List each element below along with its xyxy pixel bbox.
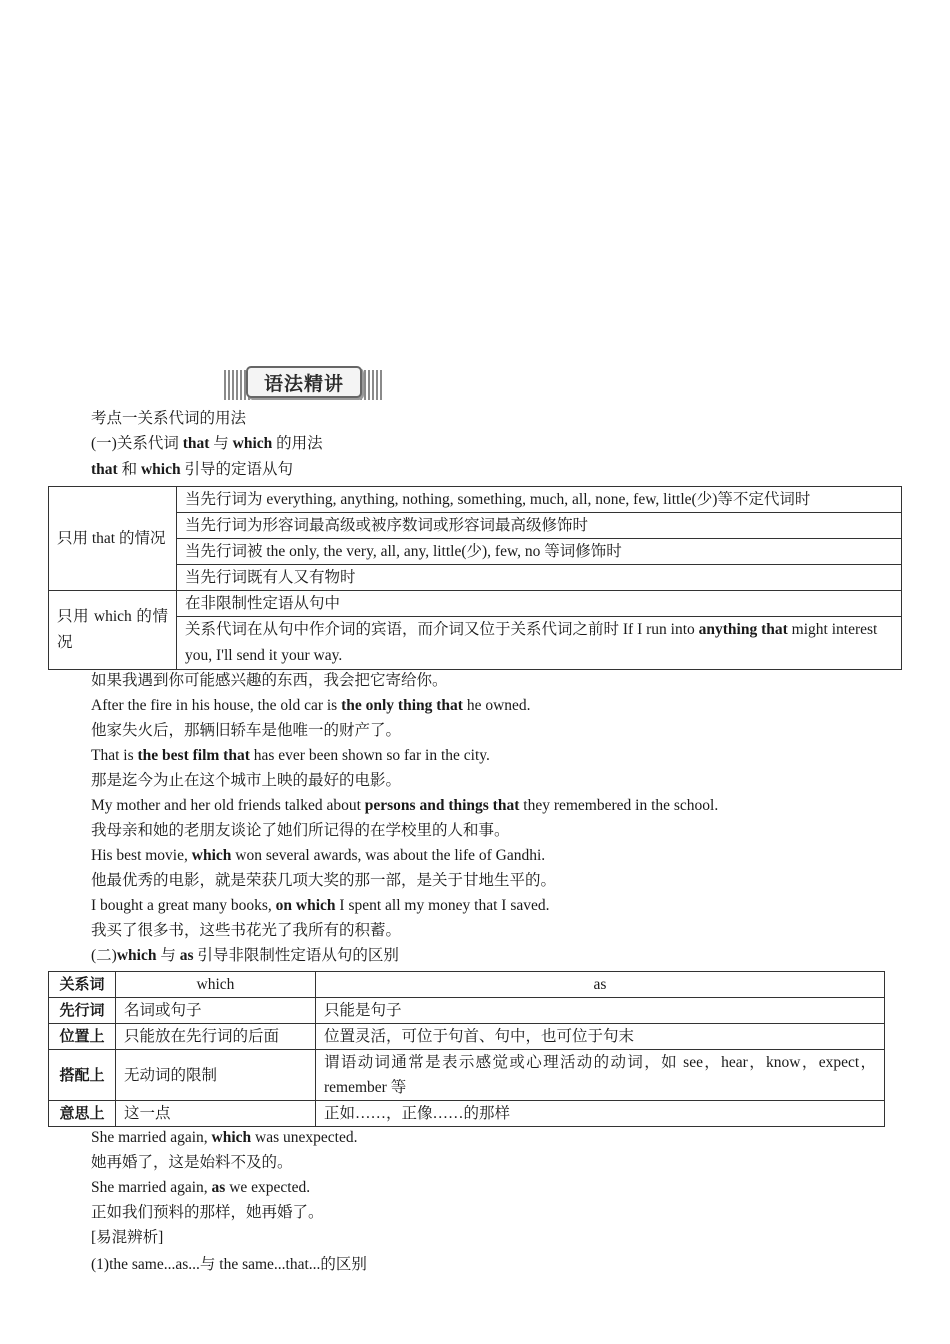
example-cn: 他最优秀的电影，就是荣获几项大奖的那一部，是关于甘地生平的。 [91,872,557,889]
as-cell: 谓语动词通常是表示感觉或心理活动的动词，如 see，hear，know，expect，remember 等 [316,1050,885,1101]
as-cell: as [316,972,885,998]
as-cell: 正如……，正像……的那样 [316,1101,885,1127]
row-label: 位置上 [49,1024,116,1050]
example-en: She married again, which was unexpected. [91,1129,358,1146]
group2-head: 只用 which 的情况 [49,591,177,670]
which-cell: 只能放在先行词的后面 [116,1024,316,1050]
which-cell: 名词或句子 [116,998,316,1024]
yihun-heading: [易混辨析] [91,1229,164,1246]
section2-heading: (二)which 与 as 引导非限制性定语从句的区别 [91,947,399,964]
example-cn: 他家失火后，那辆旧轿车是他唯一的财产了。 [91,722,402,739]
group1-row: 当先行词既有人又有物时 [177,565,902,591]
that-which-table [48,486,902,670]
table1-caption: that 和 which 引导的定语从句 [91,461,293,478]
section1-heading: (一)关系代词 that 与 which 的用法 [91,435,323,452]
as-cell: 位置灵活，可位于句首、句中，也可位于句末 [316,1024,885,1050]
sub-heading: (1)the same...as...与 the same...that...的区别 [91,1256,367,1273]
which-cell: 这一点 [116,1101,316,1127]
group1-head: 只用 that 的情况 [49,487,177,591]
group2-row: 关系代词在从句中作介词的宾语，而介词又位于关系代词之前时 If I run into anything that might interest you, I'll send it your way. [177,617,902,670]
example-en: After the fire in his house, the old car is the only thing that he owned. [91,697,531,714]
example-cn: 我母亲和她的老朋友谈论了她们所记得的在学校里的人和事。 [91,822,510,839]
example-en: My mother and her old friends talked about persons and things that they remembered in the school. [91,797,719,814]
which-as-table [48,971,885,1127]
kaodian-heading: 考点一关系代词的用法 [91,410,247,427]
row-label: 关系词 [49,972,116,998]
group1-row: 当先行词被 the only, the very, all, any, little(少), few, no 等词修饰时 [177,539,902,565]
example-en: She married again, as we expected. [91,1179,311,1196]
which-cell: which [116,972,316,998]
as-cell: 只能是句子 [316,998,885,1024]
example-cn: 正如我们预料的那样，她再婚了。 [91,1204,324,1221]
example-en: I bought a great many books, on which I spent all my money that I saved. [91,897,550,914]
which-cell: 无动词的限制 [116,1050,316,1101]
example-en: That is the best film that has ever been shown so far in the city. [91,747,490,764]
example-en: His best movie, which won several awards, was about the life of Gandhi. [91,847,546,864]
example-cn: 我买了很多书，这些书花光了我所有的积蓄。 [91,922,402,939]
row-label: 搭配上 [49,1050,116,1101]
example-cn: 如果我遇到你可能感兴趣的东西，我会把它寄给你。 [91,672,448,689]
example-cn: 那是迄今为止在这个城市上映的最好的电影。 [91,772,402,789]
row-label: 意思上 [49,1101,116,1127]
example-cn: 她再婚了，这是始料不及的。 [91,1154,293,1171]
section-banner [224,366,384,404]
group2-row: 在非限制性定语从句中 [177,591,902,617]
group1-row: 当先行词为形容词最高级或被序数词或形容词最高级修饰时 [177,513,902,539]
row-label: 先行词 [49,998,116,1024]
group1-row: 当先行词为 everything, anything, nothing, something, much, all, none, few, little(少)等不定代词时 [177,487,902,513]
banner-title: 语法精讲 [246,366,362,398]
